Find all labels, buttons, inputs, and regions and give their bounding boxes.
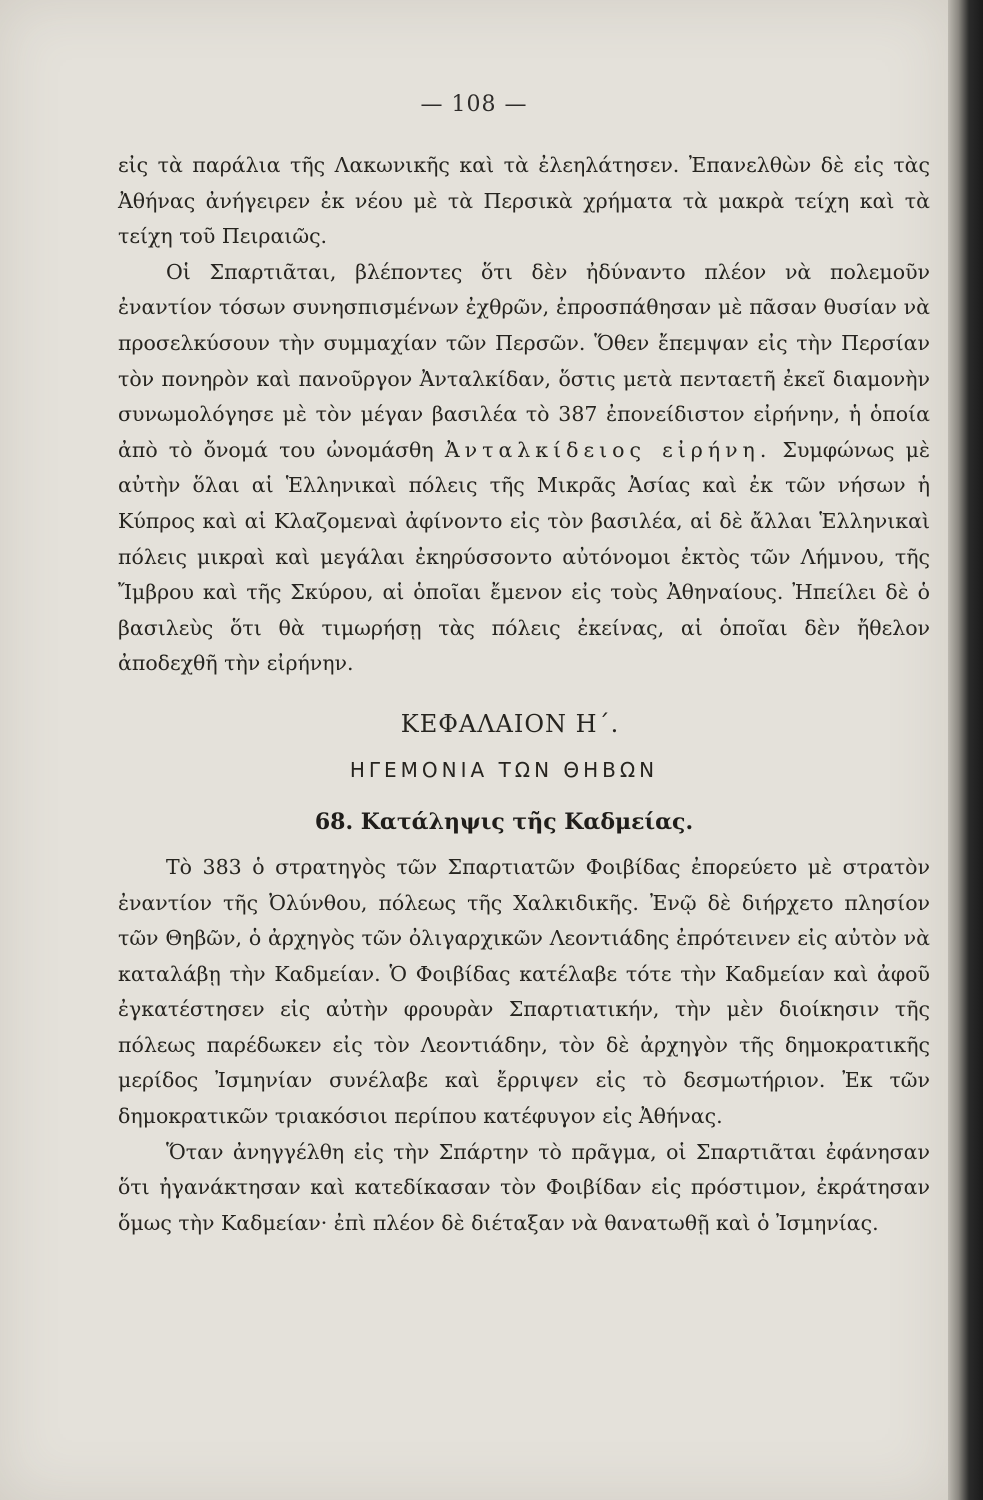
paragraph-4: Ὅταν ἀνηγγέλθη εἰς τὴν Σπάρτην τὸ πρᾶγμα, οἱ Σπαρτιᾶται ἐφάνησαν ὅτι ἠγανάκτησαν καὶ κατεδίκασαν τὸν Φοιβίδαν εἰς πρόστιμον, ἐκράτησαν ὅμως τὴν Καδμείαν· ἐπὶ πλέον δὲ διέταξαν νὰ θανατωθῇ καὶ ὁ Ἰσμηνίας.	[118, 1139, 930, 1235]
chapter-subtitle: ΗΓΕΜΟΝΙΑ ΤΩΝ ΘΗΒΩΝ	[349, 757, 659, 782]
page-number: — 108 —	[420, 92, 528, 117]
chapter-title: ΚΕΦΑΛΑΙΟΝ Η΄.	[400, 709, 620, 738]
antalkidas-peace-term: Ἀνταλκίδειος εἰρήνη.	[444, 437, 772, 462]
paragraph-2	[118, 255, 930, 682]
page-body	[118, 148, 930, 1241]
book-spine-shadow	[948, 0, 983, 1500]
paragraph-2-text-b: Συμφώνως μὲ αὐτὴν ὅλαι αἱ Ἑλληνικαὶ πόλεις τῆς Μικρᾶς Ἀσίας καὶ ἐκ τῶν νήσων ἡ Κύπρος καὶ αἱ Κλαζομεναὶ ἀφίνοντο εἰς τὸν βασιλέα, αἱ δὲ ἄλλαι Ἑλληνικαὶ πόλεις μικραὶ καὶ μεγάλαι ἐκηρύσσοντο αὐτόνομοι ἐκτὸς τῶν Λήμνου, τῆς Ἴμβρου καὶ τῆς Σκύρου, αἱ ὁποῖαι ἔμενον εἰς τοὺς Ἀθηναίους. Ἠπείλει δὲ ὁ βασιλεὺς ὅτι θὰ τιμωρήσῃ τὰς πόλεις ἐκείνας, αἱ ὁποῖαι δὲν ἤθελον ἀποδεχθῆ τὴν εἰρήνην.	[118, 437, 930, 676]
paragraph-2-text-a: Οἱ Σπαρτιᾶται, βλέποντες ὅτι δὲν ἠδύναντο πλέον νὰ πολεμοῦν ἐναντίον τόσων συνησπισμένων ἐχθρῶν, ἐπροσπάθησαν μὲ πᾶσαν θυσίαν νὰ προσελκύσουν τὴν συμμαχίαν τῶν Περσῶν. Ὅθεν ἔπεμψαν εἰς τὴν Περσίαν τὸν πονηρὸν καὶ πανοῦργον Ἀνταλκίδαν, ὅστις μετὰ πενταετῆ ἐκεῖ διαμονὴν συνωμολόγησε μὲ τὸν μέγαν βασιλέα τὸ 387 ἐπονείδιστον εἰρήνην, ἡ ὁποία ἀπὸ τὸ ὄνομά του ὠνομάσθη	[118, 259, 930, 462]
paragraph-1: εἰς τὰ παράλια τῆς Λακωνικῆς καὶ τὰ ἐλεηλάτησεν. Ἐπανελθὼν δὲ εἰς τὰς Ἀθήνας ἀνήγειρεν ἐκ νέου μὲ τὰ Περσικὰ χρήματα τὰ μακρὰ τείχη καὶ τὰ τείχη τοῦ Πειραιῶς.	[118, 153, 930, 249]
paragraph-3: Τὸ 383 ὁ στρατηγὸς τῶν Σπαρτιατῶν Φοιβίδας ἐπορεύετο μὲ στρατὸν ἐναντίον τῆς Ὀλύνθου, πόλεως τῆς Χαλκιδικῆς. Ἐνῷ δὲ διήρχετο πλησίον τῶν Θηβῶν, ὁ ἀρχηγὸς τῶν ὀλιγαρχικῶν Λεοντιάδης ἐπρότεινεν εἰς αὐτὸν νὰ καταλάβῃ τὴν Καδμείαν. Ὁ Φοιβίδας κατέλαβε τότε τὴν Καδμείαν καὶ ἀφοῦ ἐγκατέστησεν εἰς αὐτὴν φρουρὰν Σπαρτιατικήν, τὴν μὲν διοίκησιν τῆς πόλεως παρέδωκεν εἰς τὸν Λεοντιάδην, τὸν δὲ ἀρχηγὸν τῆς δημοκρατικῆς μερίδος Ἰσμηνίαν συνέλαβε καὶ ἔρριψεν εἰς τὸ δεσμωτήριον. Ἐκ τῶν δημοκρατικῶν τριακόσιοι περίπου κατέφυγον εἰς Ἀθήνας.	[118, 854, 930, 1129]
section-heading: 68. Κατάληψις τῆς Καδμείας.	[314, 808, 694, 835]
